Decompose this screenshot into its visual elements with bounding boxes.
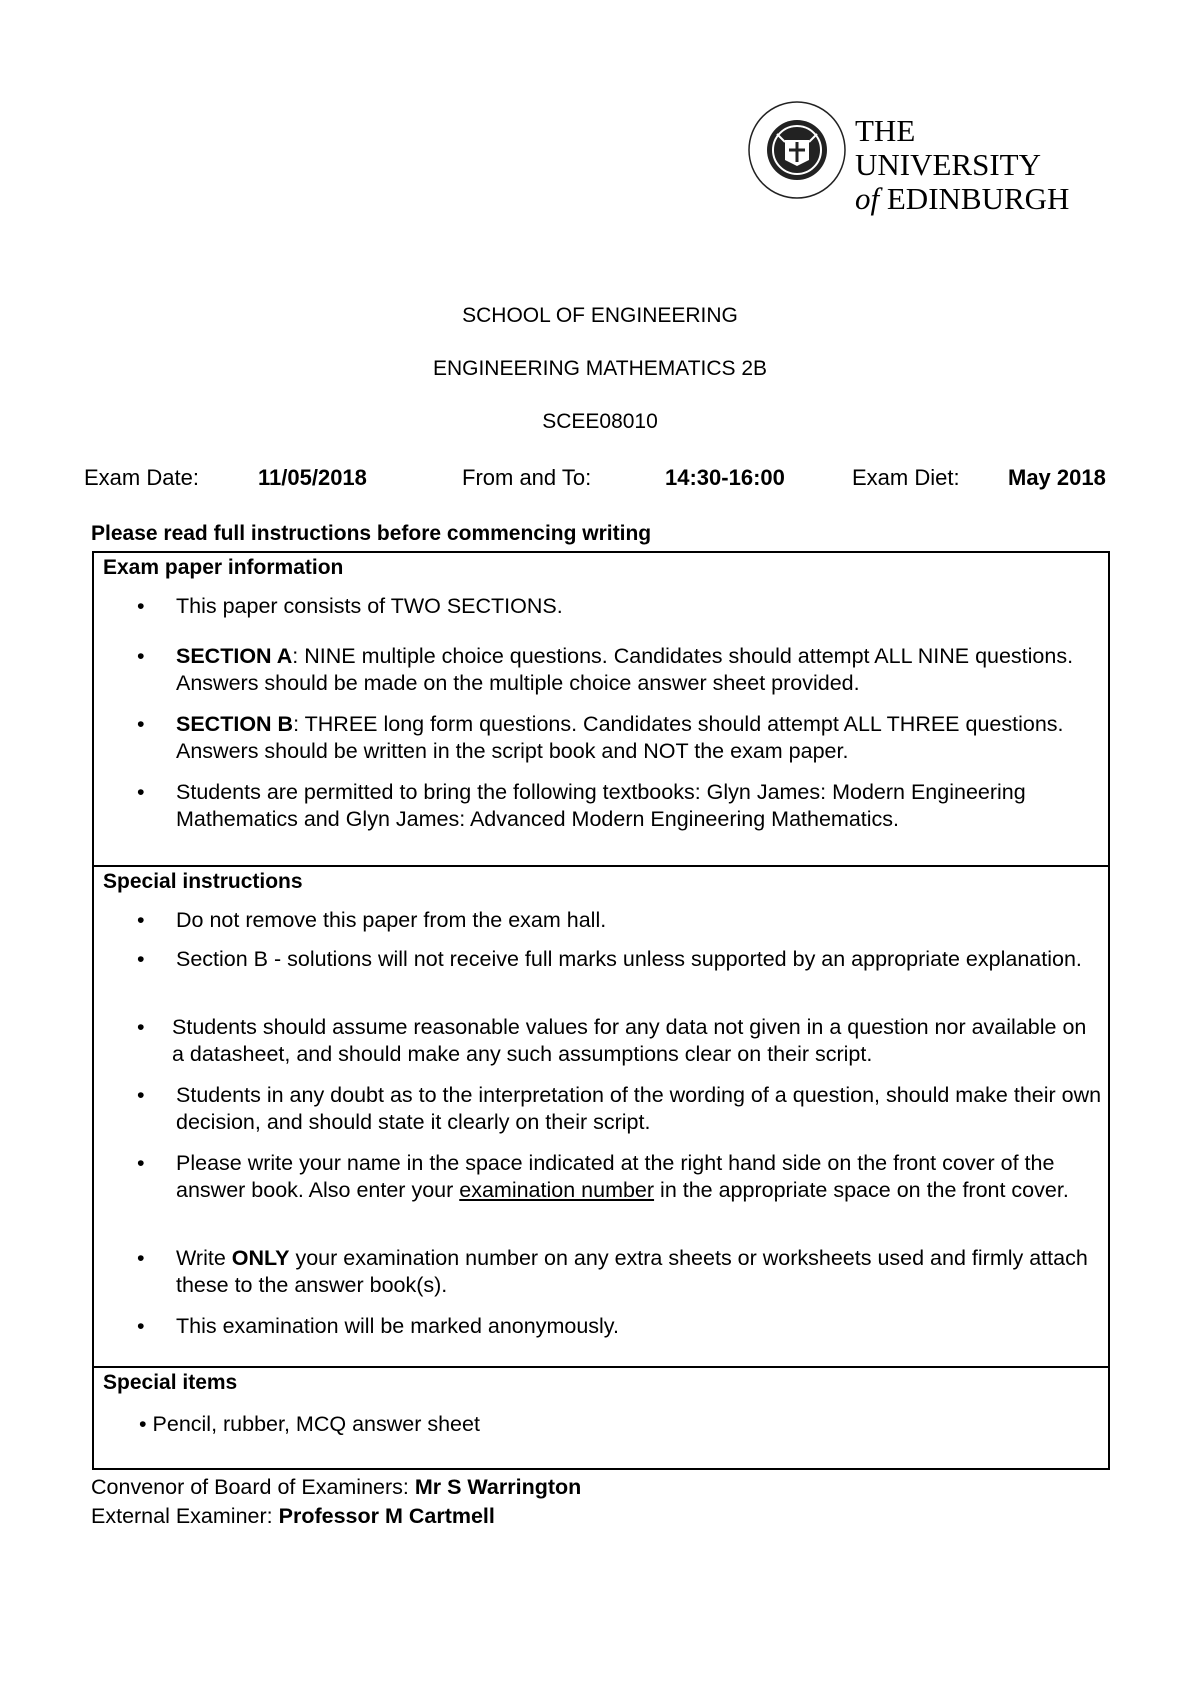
examination-number-underlined: examination number [459, 1178, 655, 1202]
wordmark-edinburgh: EDINBURGH [886, 181, 1070, 216]
item-text [176, 1245, 1102, 1299]
bullet: • [137, 1314, 145, 1338]
write-only-pre: Write [176, 1246, 232, 1270]
exam-time-label: From and To: [462, 465, 592, 490]
read-instructions-notice: Please read full instructions before commencing writing [91, 522, 652, 545]
course-heading: ENGINEERING MATHEMATICS 2B [432, 357, 768, 380]
exam-info-title: Exam paper information [103, 556, 344, 579]
exam-time-value: 14:30-16:00 [665, 465, 785, 490]
bullet: • [137, 644, 145, 668]
name-instruction-pre: Please write your name in the space indicated at the right hand side on the front cover of the answer book. Also enter your [176, 1151, 1055, 1202]
bullet: • [137, 780, 145, 804]
bullet: • [137, 1151, 145, 1175]
item-text [176, 1150, 1102, 1204]
course-code: SCEE08010 [542, 410, 658, 433]
external-examiner-line [91, 1504, 495, 1529]
convenor-line [91, 1475, 581, 1500]
bullet: • [137, 1246, 145, 1270]
school-heading: SCHOOL OF ENGINEERING [462, 304, 738, 327]
bullet: • [137, 1083, 145, 1107]
wordmark-line-2 [855, 182, 1107, 216]
convenor-label: Convenor of Board of Examiners: [91, 1475, 415, 1499]
item-text [176, 711, 1102, 765]
write-only-bold: ONLY [231, 1246, 290, 1270]
special-instructions-box [92, 865, 1110, 1368]
section-a-label: SECTION A [176, 644, 293, 668]
wordmark-line-1: THE UNIVERSITY [855, 113, 1041, 182]
item-text [176, 643, 1102, 697]
special-items-text: Pencil, rubber, MCQ answer sheet [152, 1412, 480, 1436]
section-b-text: : THREE long form questions. Candidates should attempt ALL THREE questions. Answers should be written in the script book and NOT the exam paper. [176, 712, 1064, 763]
bullet: • [139, 1412, 147, 1436]
external-examiner-label: External Examiner: [91, 1504, 279, 1528]
university-seal-icon [747, 100, 847, 200]
bullet: • [137, 712, 145, 736]
item-text: This examination will be marked anonymously. [176, 1314, 619, 1338]
exam-diet-label: Exam Diet: [852, 465, 960, 490]
university-logo [747, 100, 1107, 216]
university-wordmark [855, 114, 1107, 216]
item-text: Students are permitted to bring the following textbooks: Glyn James: Modern Engineering Mathematics and Glyn James: Advanced Modern Engineering Mathematics. [176, 780, 1026, 831]
write-only-post: your examination number on any extra sheets or worksheets used and firmly attach these to the answer book(s). [176, 1246, 1088, 1297]
special-items-box [92, 1366, 1110, 1470]
exam-date-value: 11/05/2018 [258, 465, 367, 490]
special-items-entry [139, 1412, 480, 1437]
exam-diet-value: May 2018 [1008, 465, 1106, 490]
special-items-title: Special items [103, 1371, 238, 1394]
name-instruction-post: in the appropriate space on the front cover. [654, 1178, 1069, 1202]
exam-info-box [92, 551, 1110, 867]
bullet: • [137, 594, 145, 618]
external-examiner-name: Professor M Cartmell [278, 1504, 495, 1528]
section-a-text: : NINE multiple choice questions. Candidates should attempt ALL NINE questions. Answers should be made on the multiple choice answer sheet provided. [176, 644, 1074, 695]
item-text: Section B - solutions will not receive full marks unless supported by an appropriate explanation. [176, 947, 1082, 971]
item-text: Do not remove this paper from the exam hall. [176, 908, 607, 932]
exam-details-row [0, 465, 1200, 495]
exam-date-label: Exam Date: [84, 465, 199, 490]
bullet: • [137, 908, 145, 932]
item-text: Students should assume reasonable values for any data not given in a question nor available on a datasheet, and should make any such assumptions clear on their script. [172, 1015, 1087, 1066]
wordmark-of: of [855, 181, 880, 216]
bullet: • [137, 1015, 145, 1039]
convenor-name: Mr S Warrington [414, 1475, 582, 1499]
bullet: • [137, 947, 145, 971]
section-b-label: SECTION B [176, 712, 294, 736]
special-instructions-title: Special instructions [103, 870, 303, 893]
item-text: This paper consists of TWO SECTIONS. [176, 594, 563, 618]
item-text: Students in any doubt as to the interpretation of the wording of a question, should make their own decision, and should state it clearly on their script. [176, 1083, 1102, 1134]
